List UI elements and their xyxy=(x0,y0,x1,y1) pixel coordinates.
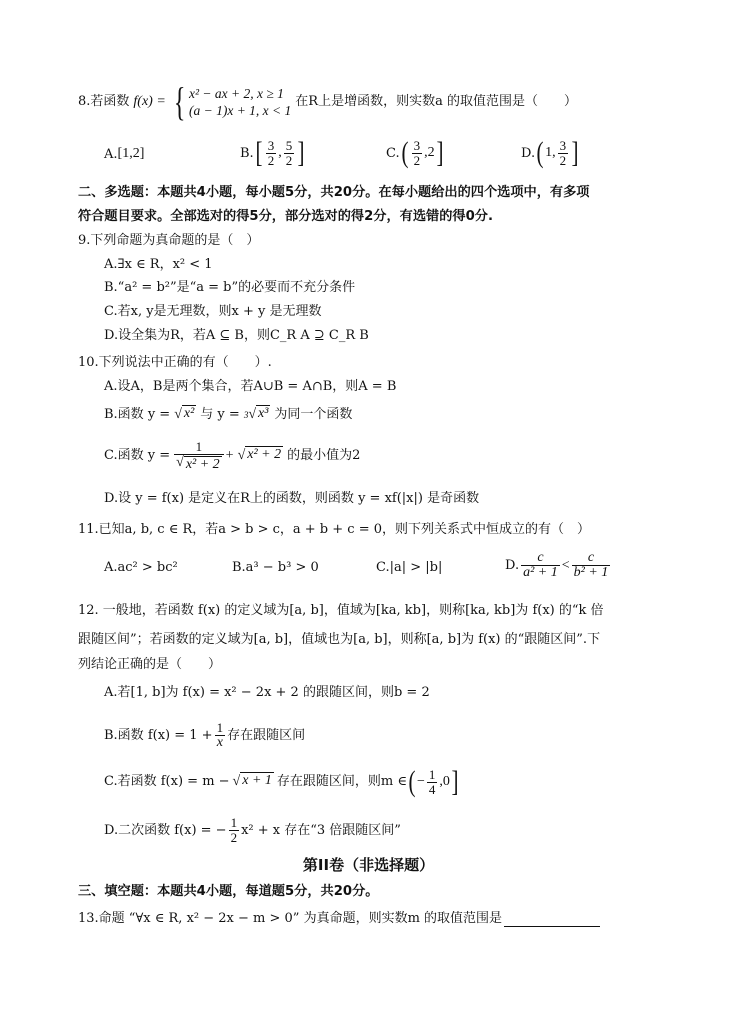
q10-option-c-sqrt: √ x² + 2 xyxy=(237,447,282,463)
q10-option-c-frac: 1 √ x² + 2 xyxy=(174,440,224,472)
q12-option-b-prefix: B.函数 f(x) = 1 + xyxy=(104,727,213,743)
q11-option-d-op: < xyxy=(561,557,570,573)
q8-suffix: 在R上是增函数，则实数a 的取值范围是（ ） xyxy=(295,94,577,109)
q10-option-a: A.设A，B是两个集合，若A∪B = A∩B，则A = B xyxy=(104,379,397,394)
q10-option-b-suffix: 为同一个函数 xyxy=(274,407,353,422)
q12-line2: 跟随区间”；若函数的定义域为[a, b]，值域也为[a, b]，则称[a, b]为 f(x) 的“跟随区间”.下 xyxy=(78,632,601,647)
q12-option-b-suffix: 存在跟随区间 xyxy=(227,727,306,743)
q12-option-a: A.若[1, b]为 f(x) = x² − 2x + 2 的跟随区间，则b = 2 xyxy=(104,685,430,700)
q12-option-b xyxy=(104,721,305,750)
q10-option-b-sqrt1: √ x² xyxy=(174,406,195,422)
q10-stem: 10.下列说法中正确的有（ ）. xyxy=(78,355,272,370)
q12-option-c-rbracket: ] xyxy=(451,765,459,798)
q8-option-d-left: 1, xyxy=(545,145,556,160)
q12-option-d-frac: $\frac{1}{2}$ xyxy=(230,815,238,845)
q8-option-d xyxy=(521,138,580,168)
q13-answer-blank[interactable] xyxy=(504,912,600,927)
q8-brace: { xyxy=(173,79,186,124)
q8-option-b-frac2: $\frac{5}{2}$ xyxy=(285,137,293,168)
q12-option-d-suffix: x² + x 存在“3 倍跟随区间” xyxy=(241,822,401,838)
q12-option-c-prefix: C.若函数 f(x) = m − xyxy=(104,774,230,789)
q12-option-c xyxy=(104,767,460,797)
q8-case2: (a − 1)x + 1, x < 1 xyxy=(188,103,292,118)
q8-option-b-frac1: $\frac{3}{2}$ xyxy=(267,137,275,168)
q8-option-d-lparen: ( xyxy=(536,136,544,169)
section2-heading-line2: 符合题目要求。全部选对的得5分，部分选对的得2分，有选错的得0分. xyxy=(78,209,493,224)
q10-option-c-prefix: C.函数 y = xyxy=(104,448,171,463)
q8-option-d-label: D. xyxy=(521,145,536,161)
q9-option-d: D.设全集为R，若A ⊆ B，则C_R A ⊇ C_R B xyxy=(104,328,369,343)
q12-option-d xyxy=(104,816,401,845)
q8-option-b-lbracket: [ xyxy=(255,136,263,169)
q11-option-d-label: D. xyxy=(505,558,520,573)
part2-title: 第II卷（非选择题） xyxy=(302,856,435,874)
q12-option-c-end: ,0 xyxy=(439,774,450,789)
q12-line3: 列结论正确的是（ ） xyxy=(78,657,222,672)
q12-line1: 12. 一般地，若函数 f(x) 的定义域为[a, b]，值域为[ka, kb]，则称[ka, kb]为 f(x) 的“k 倍 xyxy=(78,603,604,618)
q12-option-d-prefix: D.二次函数 f(x) = − xyxy=(104,822,227,838)
q8-option-c-frac: $\frac{3}{2}$ xyxy=(413,137,421,168)
q12-option-c-mid: 存在跟随区间，则m ∈ xyxy=(276,774,407,789)
q11-option-b: B.a³ − b³ > 0 xyxy=(232,560,319,575)
q8-cases xyxy=(189,85,291,119)
q9-option-b: B.“a² = b²”是“a = b”的必要而不充分条件 xyxy=(104,280,356,295)
q9-option-c: C.若x, y是无理数，则x + y 是无理数 xyxy=(104,304,322,319)
q11-option-d-frac2: $\frac{c}{\text{b² + 1}}$ xyxy=(573,550,609,580)
q10-option-b-prefix: B.函数 y = xyxy=(104,407,171,422)
q8-function: f(x) = xyxy=(133,94,166,109)
q11-option-d-frac1: $\frac{c}{\text{a² + 1}}$ xyxy=(523,550,558,580)
section2-heading-line1: 二、多选题：本题共4小题，每小题5分，共20分。在每小题给出的四个选项中，有多项 xyxy=(78,185,590,200)
q8-stem xyxy=(78,79,577,124)
q8-piecewise xyxy=(170,79,292,124)
section3-heading: 三、填空题：本题共4小题，每道题5分，共20分。 xyxy=(78,884,379,899)
q11-stem: 11.已知a, b, c ∈ R，若a > b > c，a + b + c = 0，则下列关系式中恒成立的有（ ） xyxy=(78,522,590,537)
q8-option-c-label: C. xyxy=(386,145,400,161)
q10-option-c-plus: + xyxy=(225,448,234,463)
q8-option-a-label: A. xyxy=(104,146,118,162)
q8-option-c-right: ,2 xyxy=(424,145,435,160)
q10-option-c xyxy=(104,440,360,472)
q12-option-c-sign: − xyxy=(417,774,425,789)
q11-option-d xyxy=(505,551,612,580)
q8-case1: x² − ax + 2, x ≥ 1 xyxy=(188,86,284,101)
q12-option-c-sqrt: √ x + 1 xyxy=(232,773,272,789)
q8-option-d-frac: $\frac{3}{2}$ xyxy=(559,137,567,168)
q8-option-b-label: B. xyxy=(240,145,254,161)
q8-prefix: 8.若函数 xyxy=(78,94,130,109)
q11-option-a: A.ac² > bc² xyxy=(104,560,178,575)
q13-text: 13.命题 “∀x ∈ R, x² − 2x − m > 0” 为真命题，则实数m 的取值范围是 xyxy=(78,911,503,926)
q10-option-d: D.设 y = f(x) 是定义在R上的函数，则函数 y = xf(|x|) 是奇函数 xyxy=(104,491,480,506)
q9-option-a: A.∃x ∈ R，x² < 1 xyxy=(104,257,213,272)
q10-option-b-cbrt: 3 √ x³ xyxy=(243,406,269,422)
q10-option-c-suffix: 的最小值为2 xyxy=(287,448,361,463)
q11-option-c: C.|a| > |b| xyxy=(376,560,443,575)
q8-option-c-rbracket: ] xyxy=(436,136,444,169)
q8-option-a xyxy=(104,146,144,162)
q8-option-c-lparen: ( xyxy=(401,136,409,169)
q8-option-b-comma: , xyxy=(278,145,282,160)
q12-option-b-frac: $\frac{1}{x}$ xyxy=(216,720,224,750)
q9-stem: 9.下列命题为真命题的是（ ） xyxy=(78,233,260,248)
q8-option-b xyxy=(240,138,306,168)
q8-option-a-value: [1,2] xyxy=(117,146,145,161)
q10-option-b xyxy=(104,405,352,425)
q10-option-b-mid: 与 y = xyxy=(200,407,240,422)
q13-stem xyxy=(78,909,600,929)
q12-option-c-lparen: ( xyxy=(408,765,416,798)
q12-option-c-frac: $\frac{1}{4}$ xyxy=(428,766,436,797)
q8-option-d-rbracket: ] xyxy=(571,136,579,169)
q8-option-b-rbracket: ] xyxy=(297,136,305,169)
q8-option-c xyxy=(386,138,445,168)
